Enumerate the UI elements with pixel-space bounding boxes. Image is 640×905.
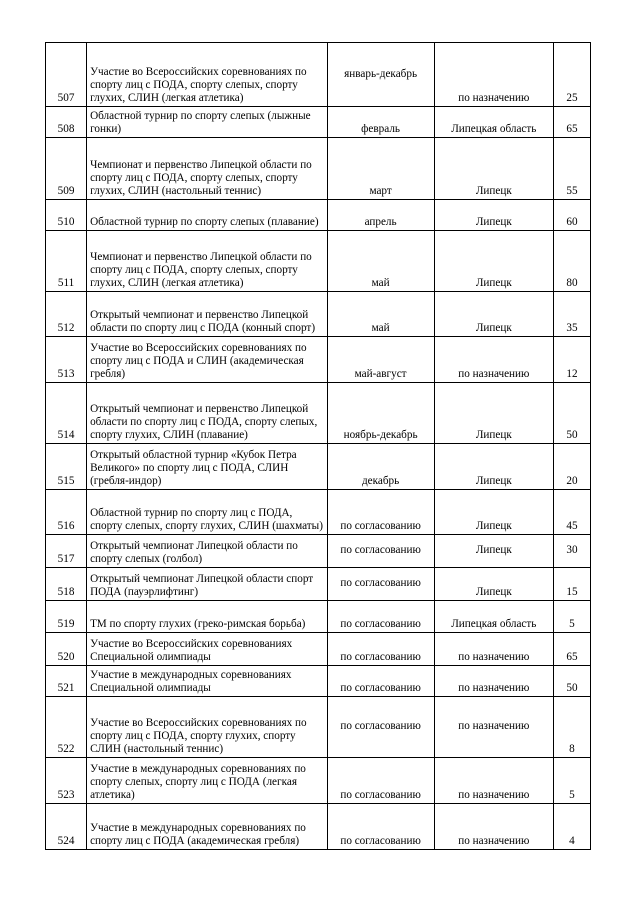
participant-count: 65 [553,107,590,138]
event-date: по согласованию [327,697,434,758]
event-date: по согласованию [327,535,434,568]
participant-count: 35 [553,292,590,337]
event-date: февраль [327,107,434,138]
row-number: 524 [46,804,87,850]
event-place: Липецк [434,568,553,601]
event-name: Областной турнир по спорту лиц с ПОДА, спорту слепых, спорту глухих, СЛИН (шахматы) [87,490,327,535]
event-date: май [327,231,434,292]
participant-count: 15 [553,568,590,601]
event-name: Областной турнир по спорту слепых (плавание) [87,200,327,231]
event-place: Липецкая область [434,601,553,633]
event-place: Липецк [434,535,553,568]
event-name: Областной турнир по спорту слепых (лыжные гонки) [87,107,327,138]
participant-count: 50 [553,383,590,444]
event-place: по назначению [434,666,553,697]
event-place: Липецк [434,292,553,337]
table-row [46,758,591,804]
participant-count: 8 [553,697,590,758]
event-date: по согласованию [327,601,434,633]
row-number: 512 [46,292,87,337]
event-place: Липецкая область [434,107,553,138]
row-number: 520 [46,633,87,666]
event-name: Участие во Всероссийских соревнованиях Специальной олимпиады [87,633,327,666]
row-number: 516 [46,490,87,535]
event-date: март [327,138,434,200]
participant-count: 55 [553,138,590,200]
participant-count: 30 [553,535,590,568]
row-number: 521 [46,666,87,697]
participant-count: 12 [553,337,590,383]
table-row [46,633,591,666]
event-date: апрель [327,200,434,231]
participant-count: 50 [553,666,590,697]
event-date: по согласованию [327,804,434,850]
event-name: Чемпионат и первенство Липецкой области по спорту лиц с ПОДА, спорту слепых, спорту глухих, СЛИН (настольный теннис) [87,138,327,200]
event-name: Участие во Всероссийских соревнованиях по спорту лиц с ПОДА, спорту слепых, спорту глухих, СЛИН (легкая атлетика) [87,43,327,107]
event-name: Участие в международных соревнованиях по спорту слепых, спорту лиц с ПОДА (легкая атлетика) [87,758,327,804]
participant-count: 5 [553,601,590,633]
event-place: Липецк [434,231,553,292]
event-place: Липецк [434,444,553,490]
event-name: Участие в международных соревнованиях по спорту лиц с ПОДА (академическая гребля) [87,804,327,850]
event-place: Липецк [434,200,553,231]
event-name: Открытый чемпионат Липецкой области по спорту слепых (голбол) [87,535,327,568]
event-place: по назначению [434,43,553,107]
event-date: по согласованию [327,490,434,535]
table-row [46,200,591,231]
event-name: Участие в международных соревнованиях Специальной олимпиады [87,666,327,697]
event-date: декабрь [327,444,434,490]
event-place: по назначению [434,337,553,383]
participant-count: 80 [553,231,590,292]
row-number: 511 [46,231,87,292]
event-name: Открытый чемпионат и первенство Липецкой области по спорту лиц с ПОДА (конный спорт) [87,292,327,337]
event-place: Липецк [434,138,553,200]
event-place: Липецк [434,383,553,444]
row-number: 519 [46,601,87,633]
event-place: Липецк [434,490,553,535]
event-name: Открытый чемпионат Липецкой области спорт ПОДА (пауэрлифтинг) [87,568,327,601]
events-table [45,42,591,850]
participant-count: 5 [553,758,590,804]
table-row [46,490,591,535]
table-row [46,292,591,337]
event-date: по согласованию [327,633,434,666]
event-name: Участие во Всероссийских соревнованиях по спорту лиц с ПОДА, спорту глухих, спорту СЛИН (настольный теннис) [87,697,327,758]
event-place: по назначению [434,633,553,666]
event-place: по назначению [434,758,553,804]
event-name: ТМ по спорту глухих (греко-римская борьба) [87,601,327,633]
row-number: 515 [46,444,87,490]
table-row [46,568,591,601]
event-place: по назначению [434,804,553,850]
table-row [46,666,591,697]
row-number: 510 [46,200,87,231]
table-row [46,601,591,633]
event-name: Участие во Всероссийских соревнованиях по спорту лиц с ПОДА и СЛИН (академическая гребля) [87,337,327,383]
table-row [46,231,591,292]
participant-count: 65 [553,633,590,666]
table-row [46,107,591,138]
row-number: 509 [46,138,87,200]
table-row [46,337,591,383]
event-name: Открытый чемпионат и первенство Липецкой области по спорту лиц с ПОДА, спорту слепых, спорту глухих, СЛИН (плавание) [87,383,327,444]
row-number: 518 [46,568,87,601]
participant-count: 20 [553,444,590,490]
row-number: 513 [46,337,87,383]
table-row [46,383,591,444]
participant-count: 25 [553,43,590,107]
event-date: январь-декабрь [327,43,434,107]
row-number: 517 [46,535,87,568]
participant-count: 45 [553,490,590,535]
row-number: 523 [46,758,87,804]
row-number: 508 [46,107,87,138]
table-row [46,535,591,568]
participant-count: 60 [553,200,590,231]
participant-count: 4 [553,804,590,850]
event-name: Чемпионат и первенство Липецкой области по спорту лиц с ПОДА, спорту слепых, спорту глухих, СЛИН (легкая атлетика) [87,231,327,292]
event-date: по согласованию [327,666,434,697]
table-row [46,444,591,490]
table-row [46,43,591,107]
event-date: май [327,292,434,337]
event-place: по назначению [434,697,553,758]
table-row [46,138,591,200]
table-row [46,697,591,758]
row-number: 514 [46,383,87,444]
row-number: 507 [46,43,87,107]
event-date: по согласованию [327,758,434,804]
event-date: май-август [327,337,434,383]
table-row [46,804,591,850]
event-date: по согласованию [327,568,434,601]
event-date: ноябрь-декабрь [327,383,434,444]
event-name: Открытый областной турнир «Кубок Петра Великого» по спорту лиц с ПОДА, СЛИН (гребля-индор) [87,444,327,490]
row-number: 522 [46,697,87,758]
